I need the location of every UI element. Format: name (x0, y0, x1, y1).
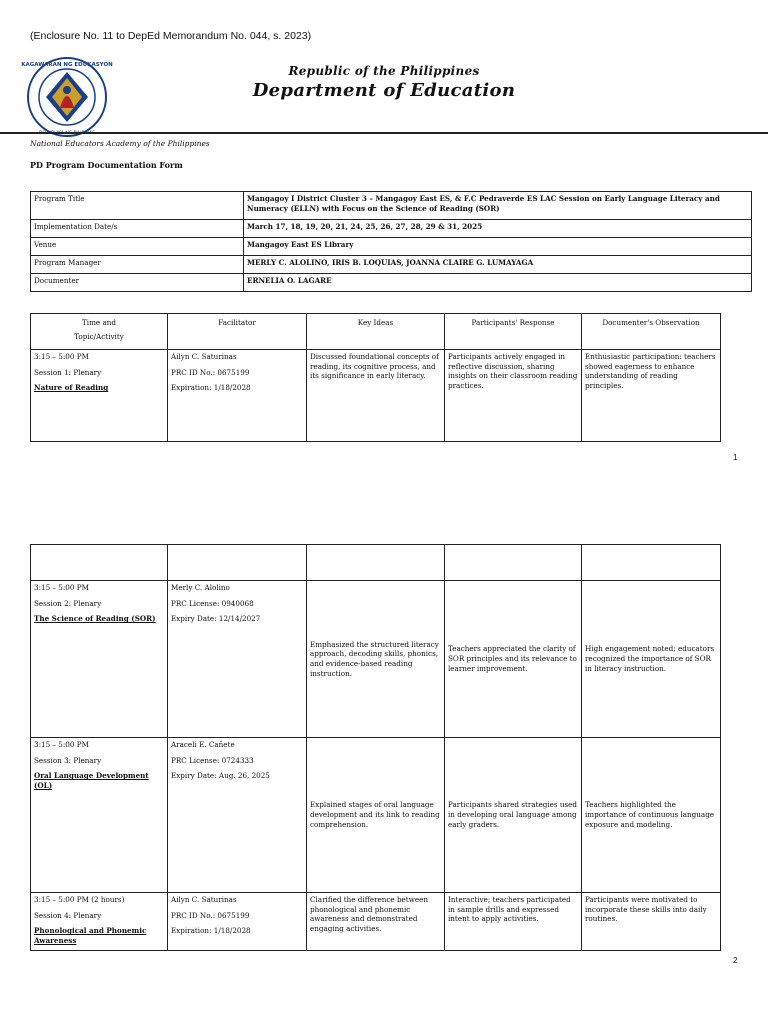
page-number: 2 (733, 956, 738, 965)
facilitator-expiry: Expiration: 1/18/2028 (171, 926, 251, 936)
key-ideas-cell: Clarified the difference between phonological and phonemic awareness and demonstrated engaging activities. (307, 893, 445, 951)
key-ideas-cell: Discussed foundational concepts of reading, its cognitive process, and its significance in early literacy. (307, 350, 445, 442)
republic-heading: Republic of the Philippines (288, 64, 480, 78)
documenter-label: Documenter (31, 274, 244, 292)
empty-header-cell (31, 545, 168, 581)
form-title: PD Program Documentation Form (30, 160, 183, 170)
session-topic: The Science of Reading (SOR) (34, 614, 156, 624)
facilitator-license: PRC ID No.: 0675199 (171, 910, 250, 920)
session-time: 3:15 – 5:00 PM (34, 352, 89, 361)
empty-header-cell (445, 545, 582, 581)
key-ideas-cell: Emphasized the structured literacy approach, decoding skills, phonics, and evidence-based reading instruction. (307, 581, 445, 738)
key-ideas-cell: Explained stages of oral language development and its link to reading comprehension. (307, 738, 445, 893)
facilitator-cell (168, 581, 307, 738)
venue-value: Mangagoy East ES Library (244, 238, 752, 256)
enclosure-note: (Enclosure No. 11 to DepEd Memorandum No. 044, s. 2023) (30, 30, 312, 42)
session-label: Session 4: Plenary (34, 910, 102, 920)
activity-table-page2 (30, 544, 721, 951)
activity-table-page1 (30, 313, 721, 442)
col-header-time-line1: Time and (82, 318, 116, 327)
facilitator-name: Merly C. Alolino (171, 583, 230, 592)
program-manager-value: MERLY C. ALOLINO, IRIS B. LOQUIAS, JOANNA CLAIRE G. LUMAYAGA (244, 256, 752, 274)
page-number: 1 (733, 453, 738, 462)
facilitator-license: PRC License: 0724333 (171, 755, 254, 765)
program-info-table (30, 191, 752, 292)
session-time-cell (31, 350, 168, 442)
table-row (31, 256, 752, 274)
session-topic: Oral Language Development (OL) (34, 771, 149, 791)
observation-cell: Teachers highlighted the importance of continuous language exposure and modeling. (582, 738, 721, 893)
col-header-time (31, 314, 168, 350)
facilitator-cell (168, 350, 307, 442)
facilitator-cell (168, 893, 307, 951)
session-label: Session 1: Plenary (34, 367, 102, 377)
implementation-date-value: March 17, 18, 19, 20, 21, 24, 25, 26, 27, 28, 29 & 31, 2025 (244, 220, 752, 238)
session-topic: Phonological and Phonemic Awareness (34, 926, 147, 946)
facilitator-name: Araceli E. Cañete (171, 740, 235, 749)
session-label: Session 2: Plenary (34, 598, 102, 608)
col-header-observation: Documenter's Observation (582, 314, 721, 350)
table-row (31, 893, 721, 951)
session-time-cell (31, 738, 168, 893)
table-row (31, 238, 752, 256)
col-header-response: Participants' Response (445, 314, 582, 350)
program-manager-label: Program Manager (31, 256, 244, 274)
program-title-value: Mangagoy I District Cluster 3 – Mangagoy East ES, & F.C Pedraverde ES LAC Session on Early Language Literacy and Numeracy (ELLN) with Focus on the Science of Reading (SOR) (244, 192, 752, 220)
table-row (31, 274, 752, 292)
table-row (31, 581, 721, 738)
academy-name: National Educators Academy of the Philippines (30, 139, 210, 148)
empty-header-cell (307, 545, 445, 581)
implementation-date-label: Implementation Date/s (31, 220, 244, 238)
table-header-row (31, 545, 721, 581)
session-topic: Nature of Reading (34, 383, 109, 393)
facilitator-expiry: Expiration: 1/18/2028 (171, 383, 251, 393)
facilitator-name: Ailyn C. Saturinas (171, 352, 237, 361)
response-cell: Participants actively engaged in reflective discussion, sharing insights on their classroom reading practices. (445, 350, 582, 442)
session-label: Session 3: Plenary (34, 755, 102, 765)
table-row (31, 192, 752, 220)
facilitator-license: PRC License: 0940068 (171, 598, 254, 608)
svg-text:KAGAWARAN NG EDUKASYON: KAGAWARAN NG EDUKASYON (21, 62, 113, 68)
header-rule (0, 132, 768, 134)
observation-cell: Participants were motivated to incorporate these skills into daily routines. (582, 893, 721, 951)
svg-text:REPUBLIKA NG PILIPINAS: REPUBLIKA NG PILIPINAS (39, 131, 95, 136)
observation-cell: High engagement noted; educators recognized the importance of SOR in literacy instruction. (582, 581, 721, 738)
response-cell: Teachers appreciated the clarity of SOR principles and its relevance to learner improvement. (445, 581, 582, 738)
empty-header-cell (168, 545, 307, 581)
empty-header-cell (582, 545, 721, 581)
session-time-cell (31, 581, 168, 738)
col-header-key-ideas: Key Ideas (307, 314, 445, 350)
session-time: 3:15 – 5:00 PM (2 hours) (34, 895, 125, 904)
col-header-time-line2: Topic/Activity (74, 331, 124, 341)
facilitator-expiry: Expiry Date: 12/14/2027 (171, 614, 261, 624)
facilitator-expiry: Expiry Date: Aug. 26, 2025 (171, 771, 270, 781)
facilitator-name: Ailyn C. Saturinas (171, 895, 237, 904)
table-row (31, 738, 721, 893)
response-cell: Interactive; teachers participated in sample drills and expressed intent to apply activities. (445, 893, 582, 951)
table-row (31, 220, 752, 238)
table-row (31, 350, 721, 442)
program-title-label: Program Title (31, 192, 244, 220)
department-heading: Department of Education (252, 80, 516, 101)
observation-cell: Enthusiastic participation: teachers showed eagerness to enhance understanding of reading principles. (582, 350, 721, 442)
table-header-row (31, 314, 721, 350)
response-cell: Participants shared strategies used in developing oral language among early graders. (445, 738, 582, 893)
session-time: 3:15 – 5:00 PM (34, 740, 89, 749)
venue-label: Venue (31, 238, 244, 256)
session-time-cell (31, 893, 168, 951)
col-header-facilitator: Facilitator (168, 314, 307, 350)
documenter-value: ERNELIA O. LAGARE (244, 274, 752, 292)
facilitator-license: PRC ID No.: 0675199 (171, 367, 250, 377)
facilitator-cell (168, 738, 307, 893)
session-time: 3:15 – 5:00 PM (34, 583, 89, 592)
